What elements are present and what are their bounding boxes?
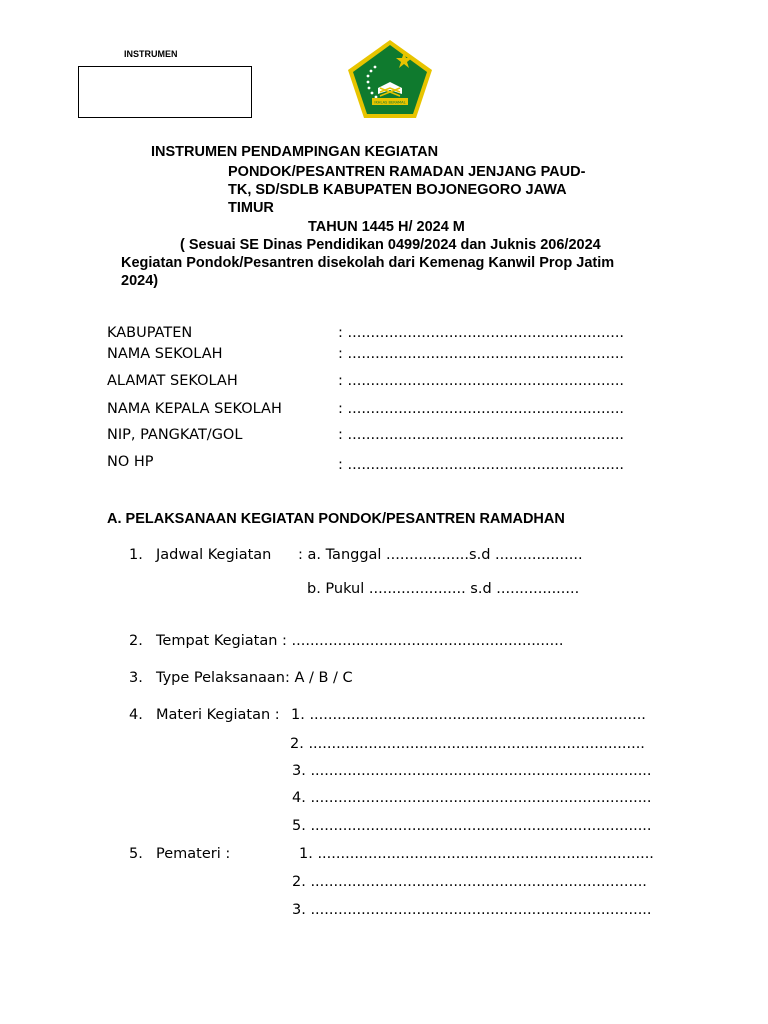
title-year: TAHUN 1445 H/ 2024 M: [308, 219, 465, 235]
title-line-1: INSTRUMEN PENDAMPINGAN KEGIATAN: [151, 144, 439, 160]
emblem-banner: IKHLAS BERAMAL: [374, 100, 406, 105]
field-value-no-hp: : ............................................................: [338, 457, 625, 473]
field-label-alamat-sekolah: ALAMAT SEKOLAH: [107, 373, 238, 389]
pemateri-line-3: 3. ..........................................................................: [292, 902, 652, 918]
field-value-alamat-sekolah: : ............................................................: [338, 373, 625, 389]
materi-line-3: 3. ..........................................................................: [292, 763, 652, 779]
materi-label: Materi Kegiatan :: [156, 707, 280, 723]
materi-line-2: 2. .........................................................................: [290, 736, 645, 752]
field-label-kepala-sekolah: NAMA KEPALA SEKOLAH: [107, 401, 282, 417]
pemateri-label: Pemateri :: [156, 846, 231, 862]
item-number-1: 1.: [129, 547, 143, 563]
field-value-nip: : ............................................................: [338, 427, 625, 443]
materi-line-1: 1. .........................................................................: [291, 707, 646, 723]
field-value-kepala-sekolah: : ............................................................: [338, 401, 625, 417]
kemenag-emblem: [346, 38, 434, 120]
section-a-heading: A. PELAKSANAAN KEGIATAN PONDOK/PESANTREN RAMADHAN: [107, 511, 565, 527]
corner-label: INSTRUMEN: [124, 49, 178, 59]
field-label-kabupaten: KABUPATEN: [107, 325, 193, 341]
title-line-4: TIMUR: [228, 200, 274, 216]
item-number-2: 2.: [129, 633, 143, 649]
title-note-2: Kegiatan Pondok/Pesantren disekolah dari Kemenag Kanwil Prop Jatim: [121, 255, 615, 271]
item-number-5: 5.: [129, 846, 143, 862]
title-note-1: ( Sesuai SE Dinas Pendidikan 0499/2024 dan Juknis 206/2024: [180, 237, 601, 253]
item-number-3: 3.: [129, 670, 143, 686]
materi-line-4: 4. ..........................................................................: [292, 790, 652, 806]
field-label-no-hp: NO HP: [107, 454, 154, 470]
jadwal-label: Jadwal Kegiatan: [156, 547, 272, 563]
field-label-nip: NIP, PANGKAT/GOL: [107, 427, 243, 443]
pemateri-line-2: 2. .........................................................................: [292, 874, 647, 890]
pemateri-line-1: 1. .........................................................................: [299, 846, 654, 862]
code-box: [78, 66, 252, 118]
tempat-kegiatan: Tempat Kegiatan : ...........................................................: [156, 633, 564, 649]
field-value-kabupaten: : ............................................................: [338, 325, 625, 341]
jadwal-tanggal: : a. Tanggal ..................s.d ...................: [298, 547, 583, 563]
title-line-3: TK, SD/SDLB KABUPATEN BOJONEGORO JAWA: [228, 182, 567, 198]
field-value-nama-sekolah: : ............................................................: [338, 346, 625, 362]
item-number-4: 4.: [129, 707, 143, 723]
materi-line-5: 5. ..........................................................................: [292, 818, 652, 834]
field-label-nama-sekolah: NAMA SEKOLAH: [107, 346, 223, 362]
title-note-3: 2024): [121, 273, 159, 289]
type-pelaksanaan: Type Pelaksanaan: A / B / C: [156, 670, 353, 686]
jadwal-pukul: b. Pukul ..................... s.d ..................: [307, 581, 580, 597]
title-line-2: PONDOK/PESANTREN RAMADAN JENJANG PAUD-: [228, 164, 586, 180]
